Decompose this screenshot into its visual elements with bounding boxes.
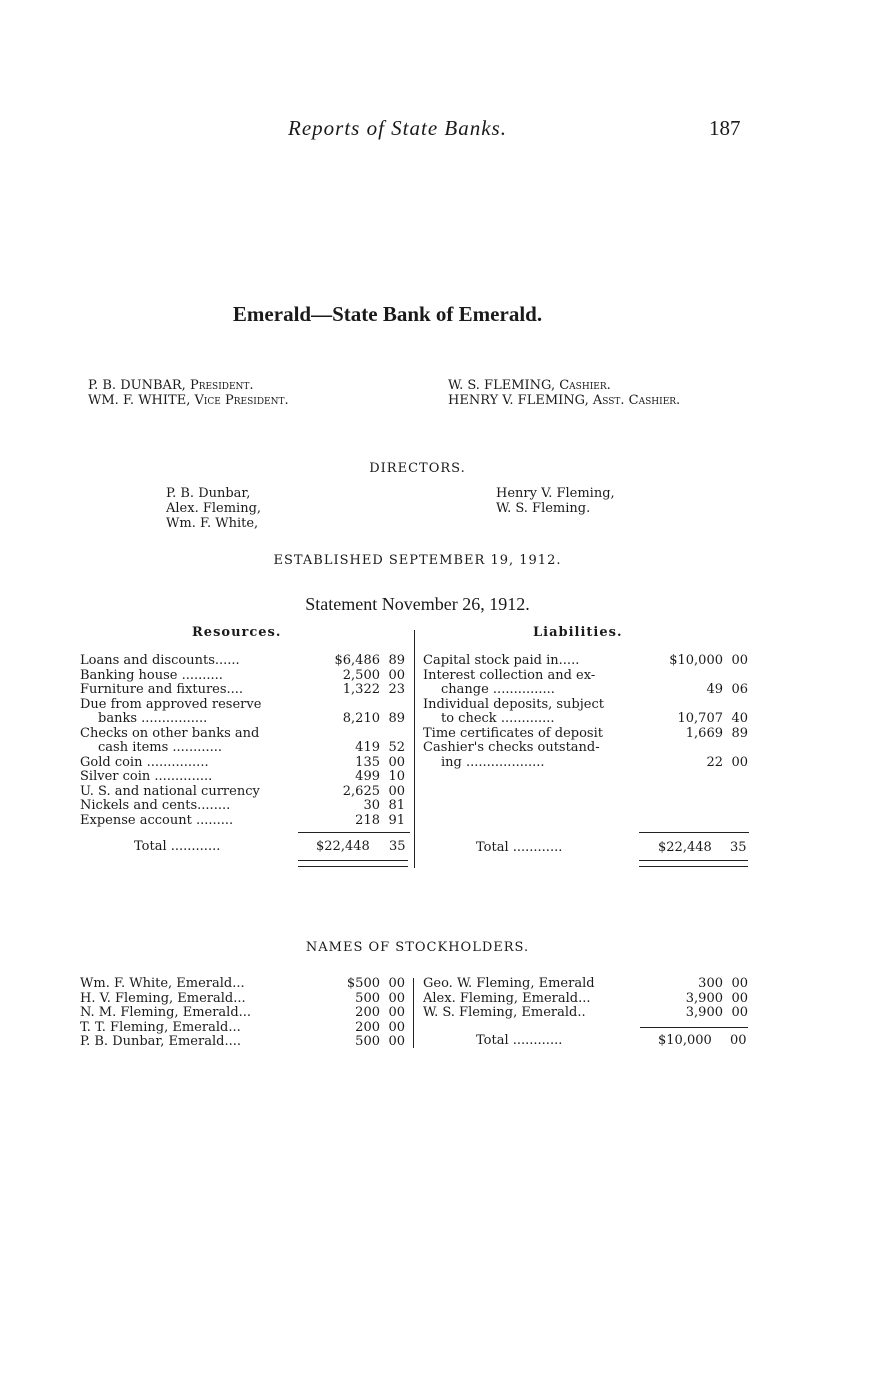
row-dollars: $6,486 (334, 653, 380, 668)
row-dollars: 49 (706, 682, 723, 697)
row-dollars: 300 (698, 976, 723, 991)
resources-total-dollars: $22,448 (316, 839, 370, 854)
table-row (423, 712, 753, 727)
row-dollars: 8,210 (342, 711, 380, 726)
row-label: banks ................ (98, 711, 208, 726)
resources-table (80, 654, 410, 828)
row-label: Geo. W. Fleming, Emerald (423, 976, 595, 991)
stockholders-total-rule (640, 1027, 748, 1028)
liabilities-total-label: Total ............ (476, 840, 563, 855)
row-dollars: 499 (355, 769, 380, 784)
row-dollars: 3,900 (685, 990, 723, 1006)
table-row (80, 814, 410, 829)
table-row (80, 770, 410, 785)
row-label: change ............... (441, 682, 555, 697)
established-date: ESTABLISHED SEPTEMBER 19, 1912. (273, 553, 562, 568)
officer-name: HENRY V. FLEMING, (448, 393, 589, 408)
row-dollars: 200 (355, 1005, 380, 1020)
liabilities-total-rule (639, 832, 749, 833)
row-cents: 00 (388, 990, 405, 1006)
officer-president (88, 378, 289, 393)
resources-total-rule (298, 832, 410, 833)
row-dollars: $10,000 (669, 653, 723, 668)
stockholders-left-table (80, 977, 410, 1050)
resources-heading: Resources. (192, 625, 282, 640)
row-cents: 23 (388, 682, 405, 697)
row-cents: 00 (388, 1005, 405, 1020)
row-label: Cashier's checks outstand- (423, 740, 600, 755)
row-cents: 00 (388, 783, 405, 799)
directors-left (166, 486, 261, 531)
officer-name: WM. F. WHITE, (88, 393, 191, 408)
table-row (80, 727, 410, 742)
resources-double-rule (298, 860, 408, 867)
stockholders-total-dollars: $10,000 (658, 1033, 712, 1048)
table-row (423, 683, 753, 698)
table-row (80, 992, 410, 1007)
row-dollars: 22 (706, 754, 723, 770)
row-cents: 89 (388, 711, 405, 726)
row-cents: 00 (731, 990, 748, 1006)
row-label: T. T. Fleming, Emerald... (80, 1019, 241, 1035)
row-label: cash items ............ (98, 740, 223, 755)
row-cents: 40 (731, 711, 748, 726)
row-label: Wm. F. White, Emerald... (80, 976, 245, 991)
row-dollars: 218 (355, 812, 380, 828)
table-row (423, 654, 753, 669)
row-label: P. B. Dunbar, Emerald.... (80, 1034, 241, 1049)
row-cents: 00 (388, 976, 405, 991)
directors-heading: DIRECTORS. (369, 461, 466, 476)
table-row (80, 698, 410, 713)
director-name: P. B. Dunbar, (166, 486, 251, 501)
row-dollars: 135 (355, 754, 380, 770)
table-row (423, 741, 753, 756)
bank-title: Emerald—State Bank of Emerald. (232, 302, 543, 326)
officers-right (448, 378, 680, 408)
row-dollars: 2,500 (342, 667, 380, 683)
director-name: W. S. Fleming. (496, 501, 591, 516)
director-name: Alex. Fleming, (166, 501, 262, 516)
table-row (80, 785, 410, 800)
row-dollars: 419 (355, 740, 380, 755)
row-cents: 00 (731, 653, 748, 668)
stockholders-total-cents: 00 (730, 1033, 747, 1048)
table-row (80, 669, 410, 684)
liabilities-heading: Liabilities. (533, 625, 623, 640)
statement-heading: Statement November 26, 1912. (305, 594, 530, 614)
row-cents: 00 (388, 1019, 405, 1035)
stockholders-total-label: Total ............ (476, 1033, 563, 1048)
row-label: ing ................... (441, 754, 545, 770)
table-row (80, 712, 410, 727)
table-row (80, 756, 410, 771)
row-cents: 52 (388, 740, 405, 755)
row-label: Expense account ......... (80, 812, 234, 828)
officer-role: President. (189, 378, 254, 393)
row-cents: 89 (388, 653, 405, 668)
row-dollars: 1,669 (685, 725, 723, 741)
table-row (423, 669, 753, 684)
row-dollars: 1,322 (342, 682, 380, 697)
row-label: N. M. Fleming, Emerald... (80, 1005, 252, 1020)
liabilities-table (423, 654, 753, 770)
liabilities-double-rule (639, 860, 748, 867)
table-row (423, 727, 753, 742)
row-label: Gold coin ............... (80, 754, 209, 770)
row-cents: 00 (388, 667, 405, 683)
officer-name: W. S. FLEMING, (448, 378, 556, 393)
row-cents: 00 (388, 1034, 405, 1049)
table-row (423, 977, 753, 992)
row-dollars: $500 (346, 976, 380, 991)
row-cents: 91 (388, 812, 405, 828)
row-cents: 00 (731, 754, 748, 770)
table-row (80, 654, 410, 669)
running-title: Reports of State Banks. (288, 116, 507, 140)
resources-total-label: Total ............ (134, 839, 221, 854)
statement-divider (414, 630, 415, 868)
row-label: U. S. and national currency (80, 783, 260, 799)
row-label: Capital stock paid in..... (423, 653, 580, 668)
director-name: Wm. F. White, (166, 516, 259, 531)
stockholders-heading: NAMES OF STOCKHOLDERS. (305, 940, 530, 955)
table-row (80, 977, 410, 992)
table-row (80, 1021, 410, 1036)
row-dollars: 3,900 (685, 1005, 723, 1020)
row-label: Due from approved reserve (80, 696, 262, 712)
row-label: Silver coin .............. (80, 769, 213, 784)
liabilities-total-dollars: $22,448 (658, 840, 712, 855)
officers-left (88, 378, 289, 408)
row-dollars: 200 (355, 1019, 380, 1035)
officer-role: Cashier. (559, 378, 611, 393)
stockholders-right-table (423, 977, 753, 1021)
director-name: Henry V. Fleming, (496, 486, 615, 501)
table-row (80, 1006, 410, 1021)
row-cents: 81 (388, 798, 405, 813)
directors-right (496, 486, 615, 516)
row-cents: 89 (731, 725, 748, 741)
row-label: H. V. Fleming, Emerald... (80, 990, 246, 1006)
page-number: 187 (709, 116, 741, 140)
table-row (80, 683, 410, 698)
row-cents: 00 (731, 976, 748, 991)
officer-cashier (448, 378, 680, 393)
row-label: Furniture and fixtures.... (80, 682, 244, 697)
table-row (80, 1035, 410, 1050)
row-label: Interest collection and ex- (423, 667, 596, 683)
officer-role: Asst. Cashier. (592, 393, 681, 408)
officer-asst-cashier (448, 393, 680, 408)
table-row (423, 992, 753, 1007)
officer-role: Vice President. (194, 393, 289, 408)
table-row (423, 698, 753, 713)
row-label: to check ............. (441, 711, 555, 726)
resources-total-cents: 35 (389, 839, 406, 854)
row-label: Nickels and cents........ (80, 798, 231, 813)
row-label: Loans and discounts...... (80, 653, 240, 668)
row-cents: 06 (731, 682, 748, 697)
row-cents: 10 (388, 769, 405, 784)
row-label: W. S. Fleming, Emerald.. (423, 1005, 586, 1020)
liabilities-total-cents: 35 (730, 840, 747, 855)
officer-vice-president (88, 393, 289, 408)
table-row (80, 741, 410, 756)
row-dollars: 2,625 (342, 783, 380, 799)
row-cents: 00 (731, 1005, 748, 1020)
row-dollars: 10,707 (677, 711, 723, 726)
table-row (423, 756, 753, 771)
row-label: Checks on other banks and (80, 725, 260, 741)
stockholders-divider (413, 978, 414, 1048)
officer-name: P. B. DUNBAR, (88, 378, 186, 393)
row-label: Time certificates of deposit (423, 725, 603, 741)
row-dollars: 30 (363, 798, 380, 813)
row-label: Banking house .......... (80, 667, 223, 683)
row-cents: 00 (388, 754, 405, 770)
row-dollars: 500 (355, 990, 380, 1006)
row-dollars: 500 (355, 1034, 380, 1049)
row-label: Individual deposits, subject (423, 696, 604, 712)
row-label: Alex. Fleming, Emerald... (423, 990, 591, 1006)
table-row (80, 799, 410, 814)
table-row (423, 1006, 753, 1021)
